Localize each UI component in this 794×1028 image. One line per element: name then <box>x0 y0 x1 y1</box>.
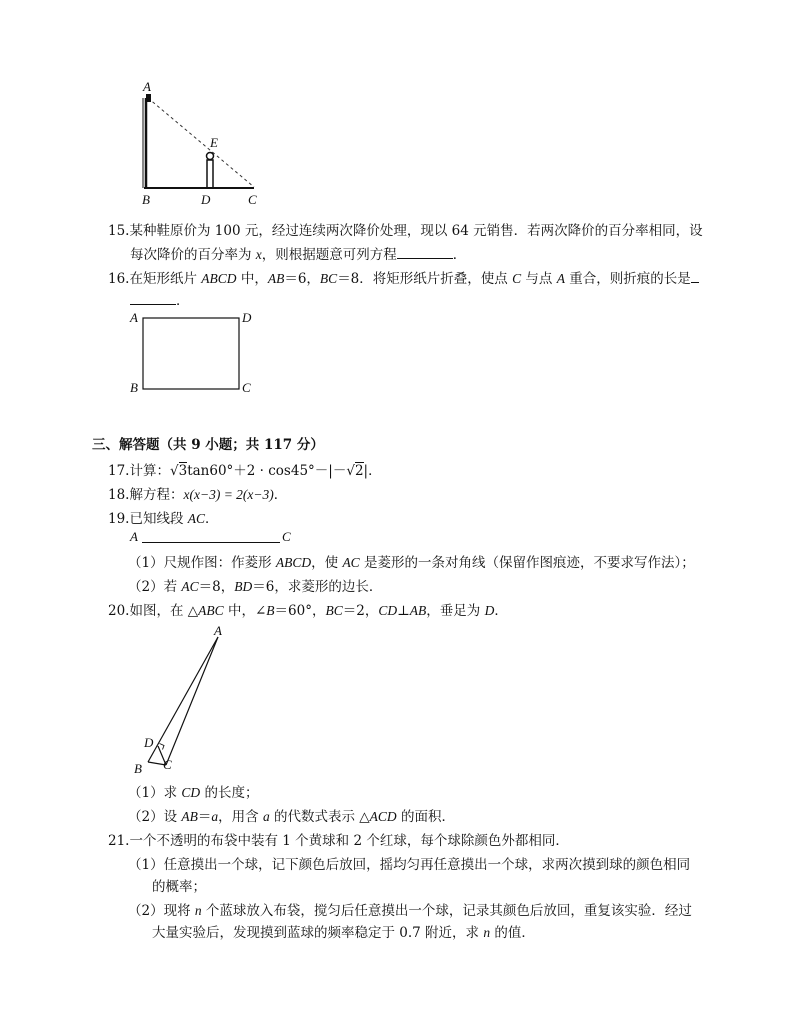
tri-label-C: C <box>163 757 172 772</box>
q21-part1-line2: 的概率； <box>152 879 206 895</box>
figure-shadow-svg <box>130 80 280 210</box>
q19 <box>108 510 219 528</box>
q21-part2-line2 <box>152 924 535 942</box>
rect-label-A: A <box>130 310 138 325</box>
rect-label-D: D <box>242 310 252 325</box>
q16-text-d: 重合，则折痕的长是 <box>564 271 691 287</box>
figure-shadow <box>130 80 280 210</box>
q19-end: ． <box>205 511 219 527</box>
q21-p2-b: 个蓝球放入布袋，搅匀后任意摸出一个球，记录其颜色后放回，重复该实验．经过 <box>201 903 692 919</box>
q16-text-c: 与点 <box>521 271 557 287</box>
q16-eq8: ＝8．将矩形纸片折叠，使点 <box>337 271 513 287</box>
q21-p2-d: 的值． <box>490 925 535 941</box>
q20-text-d: ＝2， <box>342 603 379 619</box>
q16-number: 16. <box>108 271 130 287</box>
q19-part2 <box>128 578 382 596</box>
q16-answer-blank[interactable] <box>130 290 176 305</box>
figure-triangle-svg <box>128 622 248 778</box>
sqrt-sign: √ <box>169 463 179 479</box>
q21-number: 21. <box>108 833 130 849</box>
q19-p2-ac: AC <box>181 579 199 594</box>
q19-ac: AC <box>187 511 206 526</box>
segment-ac <box>142 542 280 543</box>
rect-label-C: C <box>242 380 251 395</box>
q20-text-f: ，垂足为 <box>426 603 485 619</box>
q16-text-b: 中， <box>236 271 268 287</box>
q17 <box>108 462 382 480</box>
q20-number: 20. <box>108 603 130 619</box>
q19-p1-c: 是菱形的一条对角线（保留作图痕迹，不要求写作法）； <box>359 555 695 571</box>
q19-p2-b: ＝8， <box>198 579 235 595</box>
q17-sqrt3: 3 <box>178 463 188 479</box>
q19-p1-ac: AC <box>342 555 360 570</box>
q20-text-b: 中，∠ <box>223 603 267 619</box>
q16-abcd: ABCD <box>201 271 237 286</box>
q15-number: 15. <box>108 223 130 239</box>
q20-text-c: ＝60°， <box>274 603 326 619</box>
sqrt-sign-2: √ <box>346 463 355 479</box>
label-D: D <box>201 192 211 207</box>
q19-p1-b: ，使 <box>311 555 343 571</box>
q21-part2-line1 <box>128 902 692 920</box>
q20-p2-acd: ACD <box>369 809 397 824</box>
q20-p1-a: （1）求 <box>128 785 182 801</box>
section-3-title: 三、解答题（共 9 小题；共 117 分） <box>92 437 324 453</box>
q20-p2-ab: AB <box>181 809 198 824</box>
q20-part1 <box>128 784 258 802</box>
q16-ab: AB <box>267 271 285 286</box>
label-A: A <box>143 79 151 94</box>
q15-var: x <box>255 247 262 262</box>
q17-mid: tan60°＋2 · cos45°－|－ <box>187 463 347 479</box>
q20 <box>108 602 508 620</box>
sight-line <box>148 98 254 187</box>
q20-p2-a: （2）设 <box>128 809 182 825</box>
q19-p2-a: （2）若 <box>128 579 182 595</box>
q20-p2-e: 的面积． <box>396 809 455 825</box>
label-E: E <box>210 135 218 150</box>
rect-label-B: B <box>130 380 138 395</box>
q18-prefix: 解方程： <box>129 487 184 503</box>
tri-label-B: B <box>134 761 142 776</box>
q20-bc: BC <box>325 603 343 618</box>
person-head <box>207 153 214 160</box>
q20-cd: CD <box>378 603 398 618</box>
figure-rectangle <box>128 310 258 400</box>
q20-p2-c: ，用含 <box>218 809 263 825</box>
q15-text-a: 每次降价的百分率为 <box>130 247 256 263</box>
label-C: C <box>248 192 257 207</box>
q20-text-a: 如图，在 △ <box>129 603 199 619</box>
q16-bc: BC <box>319 271 338 286</box>
q20-p2-d: 的代数式表示 △ <box>269 809 370 825</box>
q20-p2-var: a <box>211 809 219 824</box>
q19-p1-a: （1）尺规作图：作菱形 <box>128 555 276 571</box>
q18-number: 18. <box>108 487 130 503</box>
q19-p1-abcd: ABCD <box>275 555 312 570</box>
q16-end: ． <box>176 293 190 309</box>
q20-text-e: ⊥ <box>397 603 410 619</box>
q20-end: ． <box>494 603 508 619</box>
q21-p2-n: n <box>194 903 202 918</box>
q20-p2-var2: a <box>262 809 270 824</box>
side-ab <box>148 637 218 762</box>
q17-sqrt2: 2 <box>354 463 364 479</box>
q19-text: 已知线段 <box>129 511 188 527</box>
q20-abc: ABC <box>198 603 224 618</box>
q19-segment <box>128 530 298 548</box>
q17-prefix: 计算： <box>129 463 170 479</box>
q19-p2-bd: BD <box>234 579 253 594</box>
q17-number: 17. <box>108 463 130 479</box>
side-ac <box>166 637 218 765</box>
q18 <box>108 486 287 504</box>
q19-number: 19. <box>108 511 130 527</box>
q15-answer-blank[interactable] <box>397 244 453 259</box>
q16-text-a: 在矩形纸片 <box>129 271 202 287</box>
segment-label-A: A <box>130 529 138 544</box>
q16-line1 <box>108 268 699 288</box>
q18-end: ． <box>273 487 288 503</box>
q15-end: ． <box>452 247 467 263</box>
person-body <box>207 160 213 188</box>
q20-ab: AB <box>409 603 427 618</box>
q16-line2 <box>130 290 190 310</box>
rectangle-abcd <box>143 318 239 389</box>
q15-text-line1: 某种鞋原价为 100 元，经过连续两次降价处理，现以 64 元销售．若两次降价的百分率相同，设 <box>129 223 703 239</box>
q20-p1-cd: CD <box>181 785 201 800</box>
q16-c: C <box>512 271 522 286</box>
q17-end: |． <box>363 463 382 479</box>
q21 <box>108 832 569 850</box>
q20-b: B <box>266 603 275 618</box>
q21-text: 一个不透明的布袋中装有 1 个黄球和 2 个红球，每个球除颜色外都相同． <box>129 833 569 849</box>
figure-triangle <box>128 622 248 778</box>
q19-p2-c: ＝6，求菱形的边长． <box>252 579 383 595</box>
q20-d: D <box>484 603 495 618</box>
q20-p1-b: 的长度； <box>200 785 259 801</box>
q19-part1 <box>128 554 695 572</box>
pole-top-mark <box>146 94 151 102</box>
q20-part2 <box>128 808 455 826</box>
q21-p2-a: （2）现将 <box>128 903 195 919</box>
q21-part1-line1: （1）任意摸出一个球，记下颜色后放回，摇均匀再任意摸出一个球，求两次摸到球的颜色相同 <box>128 857 691 873</box>
q16-eq6: ＝6， <box>284 271 320 287</box>
figure-rectangle-svg <box>128 310 258 400</box>
q16-a: A <box>556 271 565 286</box>
q20-p2-b: ＝ <box>197 809 212 825</box>
label-B: B <box>142 192 150 207</box>
q16-blank-start <box>691 268 699 283</box>
q21-p2-n2: n <box>483 925 491 940</box>
q15-line2 <box>130 244 466 264</box>
q18-expr: x(x−3) = 2(x−3) <box>183 487 274 502</box>
q21-p2-c: 大量实验后，发现摸到蓝球的频率稳定于 0.7 附近，求 <box>152 925 484 941</box>
q15-line1 <box>108 222 703 240</box>
q15-text-b: ，则根据题意可列方程 <box>261 247 397 263</box>
segment-label-C: C <box>282 529 291 544</box>
tri-label-D: D <box>144 735 154 750</box>
tri-label-A: A <box>214 623 222 638</box>
right-angle-mark <box>160 744 165 750</box>
